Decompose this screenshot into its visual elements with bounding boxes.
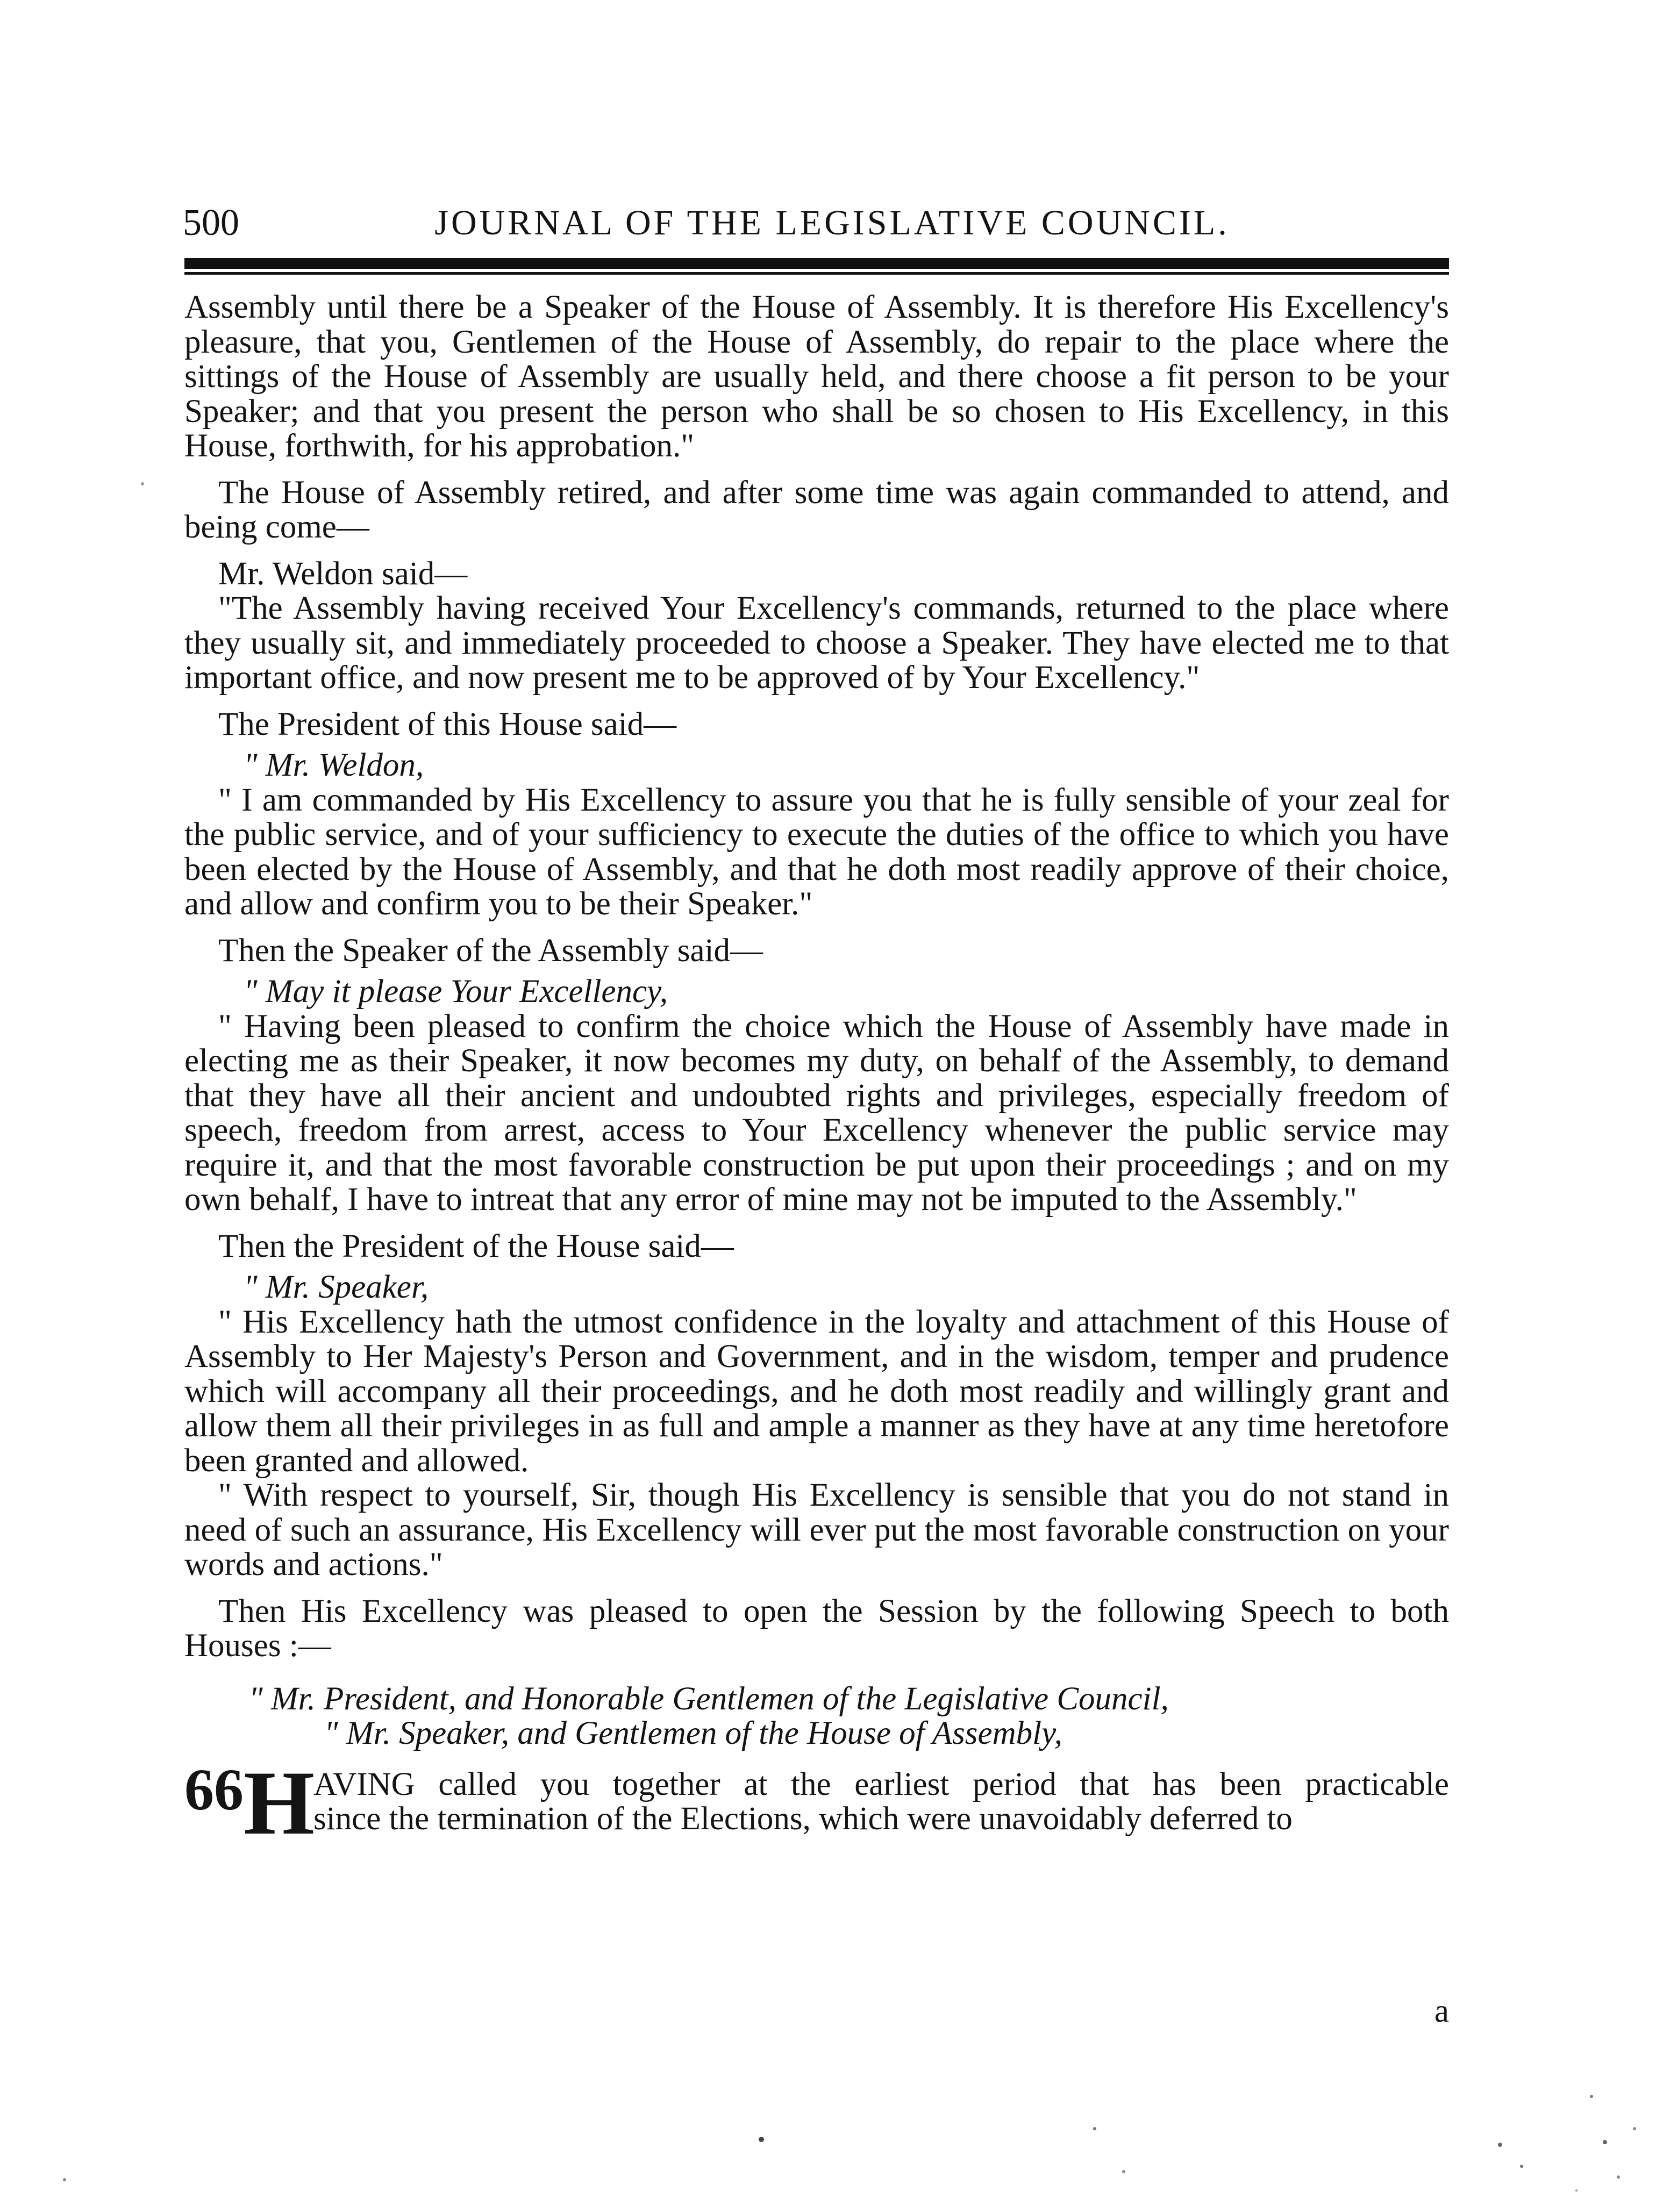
address-house-of-assembly: " Mr. Speaker, and Gentlemen of the House of Assembly, — [324, 1715, 1063, 1751]
running-title: JOURNAL OF THE LEGISLATIVE COUNCIL. — [434, 203, 1230, 242]
speech-line-2: since the termination of the Elections, which were unavoidably deferred to — [313, 1801, 1293, 1837]
speech-open-quote: 66 — [184, 1756, 244, 1822]
paragraph-excellency-confidence: " His Excellency hath the utmost confidence in the loyalty and attachment of this House of Assembly to Her Majesty's Person and Government, and in the wisdom, temper and prudence which will accompany all their proceedings, and he doth most readily and willingly grant and allow them all their privileges in as full and ample a manner as they have at any time heretofore been granted and allowed. — [184, 1304, 1449, 1479]
address-legislative-council: " Mr. President, and Honorable Gentlemen of the Legislative Council, — [249, 1680, 1169, 1717]
paragraph-speaker-petition: " Having been pleased to confirm the choice which the House of Assembly have made in electing me as their Speaker, it now becomes my duty, on behalf of the Assembly, to demand that they have all their ancient and undoubted rights and privileges, especially freedom of speech, freedom from arrest, access to Your Excellency whenever the public service may require it, and that the most favorable construction be put upon their proceedings ; and on my own behalf, I have to intreat that any error of mine may not be imputed to the Assembly." — [184, 1008, 1449, 1218]
paragraph-speaker-said: Then the Speaker of the Assembly said— — [218, 932, 763, 969]
paragraph-president-said: The President of this House said— — [218, 706, 677, 742]
salutation-mr-weldon: " Mr. Weldon, — [244, 747, 424, 783]
catchword: a — [1434, 1993, 1449, 2029]
page-number: 500 — [183, 202, 239, 244]
salutation-mr-speaker: " Mr. Speaker, — [244, 1269, 429, 1305]
paragraph-assembly-retired: The House of Assembly retired, and after some time was again commanded to attend, and being come— — [184, 474, 1449, 545]
paragraph-proclamation-end: Assembly until there be a Speaker of the House of Assembly. It is therefore His Excellency's pleasure, that you, Gentlemen of the House of Assembly, do repair to the place where the sittings of the House of Assembly are usually held, and there choose a fit person to be your Speaker; and that you present the person who shall be so chosen to His Excellency, in this House, forthwith, for his approbation." — [184, 289, 1449, 464]
paragraph-weldon-said: Mr. Weldon said— — [218, 555, 468, 592]
speech-line-1: AVING called you together at the earliest period that has been practicable — [313, 1766, 1449, 1802]
speech-drop-cap: H — [244, 1752, 315, 1853]
paragraph-weldon-speech: "The Assembly having received Your Excellency's commands, returned to the place where they usually sit, and immediately proceeded to choose a Speaker. They have elected me to that important office, and now present me to be approved of by Your Excellency." — [184, 590, 1449, 696]
paragraph-president-reply: " I am commanded by His Excellency to assure you that he is fully sensible of your zeal for the public service, and of your sufficiency to execute the duties of the office to which you have been elected by the House of Assembly, and that he doth most readily approve of their choice, and allow and confirm you to be their Speaker." — [184, 782, 1449, 922]
paragraph-respect-to-yourself: " With respect to yourself, Sir, though His Excellency is sensible that you do not stand in need of such an assurance, His Excellency will ever put the most favorable construction on your words and actions." — [184, 1477, 1449, 1583]
paragraph-open-session: Then His Excellency was pleased to open the Session by the following Speech to both Houses :— — [184, 1593, 1449, 1664]
salutation-your-excellency: " May it please Your Excellency, — [244, 973, 668, 1010]
paragraph-president-said-again: Then the President of the House said— — [218, 1228, 734, 1264]
